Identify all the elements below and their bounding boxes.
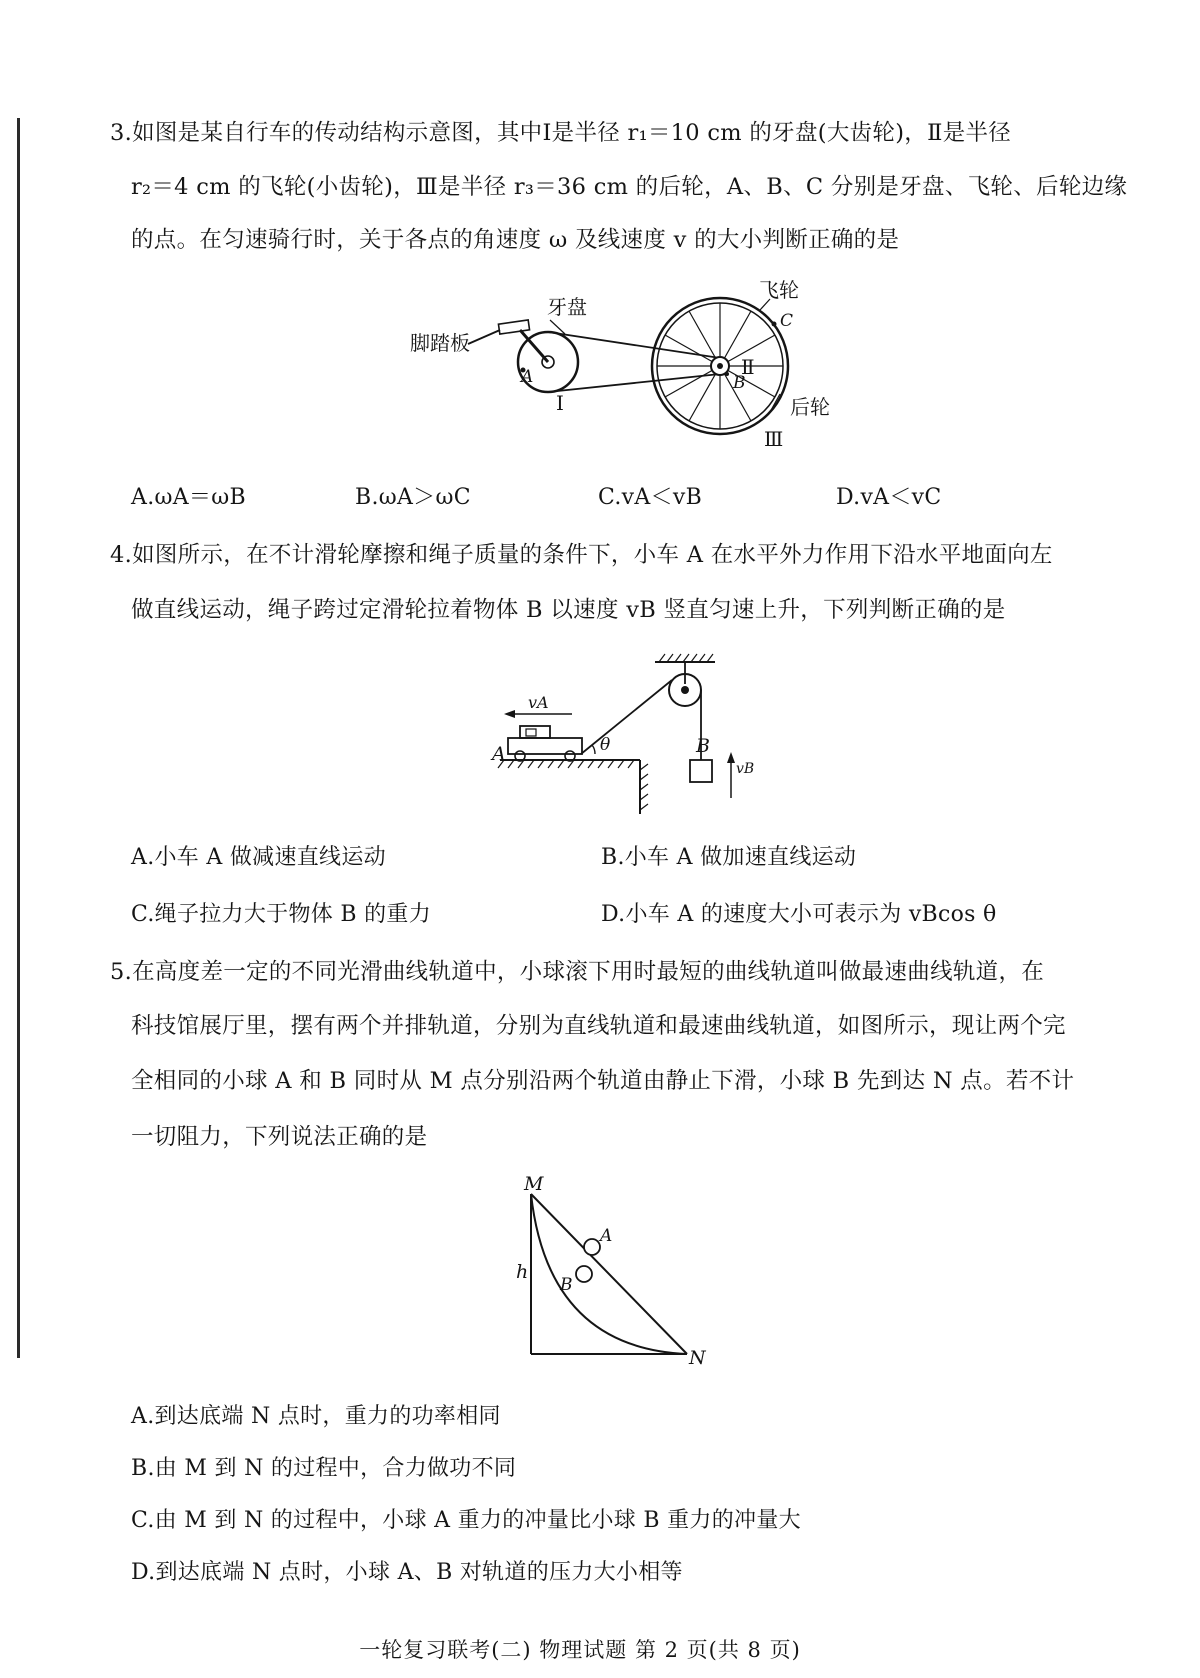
label-roman-II: Ⅱ [741, 355, 755, 379]
q5-stem-line-4: 一切阻力，下列说法正确的是 [131, 1124, 428, 1150]
q3-option-b[interactable]: B.ωA＞ωC [355, 485, 471, 510]
point-C-dot [772, 322, 777, 327]
point-C-label: C [780, 311, 794, 331]
vA-label: vA [528, 693, 549, 712]
point-A-label: A [521, 367, 534, 387]
q5-stem-line-2: 科技馆展厅里，摆有两个并排轨道，分别为直线轨道和最速曲线轨道，如图所示，现让两个完 [131, 1013, 1066, 1039]
ball-B-label: B [560, 1275, 573, 1295]
rope-slanted [581, 680, 672, 754]
q3-option-d[interactable]: D.vA＜vC [836, 485, 942, 510]
flywheel-label: 飞轮 [759, 278, 799, 302]
ceiling-hatch [659, 654, 713, 662]
q5-option-b[interactable]: B.由 M 到 N 的过程中，合力做功不同 [131, 1456, 517, 1481]
car-window [526, 729, 536, 736]
q3-stem-line-2: r₂＝4 cm 的飞轮(小齿轮)，Ⅲ是半径 r₃＝36 cm 的后轮，A、B、C 分别是牙盘、飞轮、后轮边缘 [131, 174, 1128, 200]
angle-arc [592, 745, 595, 754]
angle-theta-label: θ [600, 735, 611, 755]
q3-stem-line-1: 3.如图是某自行车的传动结构示意图，其中Ⅰ是半径 r₁＝10 cm 的牙盘(大齿轮)，Ⅱ是半径 [110, 120, 1012, 146]
q4-option-a[interactable]: A.小车 A 做减速直线运动 [131, 845, 386, 870]
ball-A-label: A [600, 1226, 613, 1246]
pedal-label: 脚踏板 [410, 331, 470, 355]
ball-B [576, 1266, 592, 1282]
q4-pulley-car-figure [0, 648, 1200, 828]
q5-option-c[interactable]: C.由 M 到 N 的过程中，小球 A 重力的冲量比小球 B 重力的冲量大 [131, 1508, 801, 1533]
pulley-axle [681, 686, 689, 694]
q5-stem-line-1: 5.在高度差一定的不同光滑曲线轨道中，小球滚下用时最短的曲线轨道叫做最速曲线轨道，在 [110, 959, 1045, 985]
car-label-A: A [492, 743, 506, 765]
q4-option-c[interactable]: C.绳子拉力大于物体 B 的重力 [131, 902, 431, 927]
block-B [690, 760, 712, 782]
point-M-label: M [524, 1173, 544, 1195]
ball-A [584, 1239, 600, 1255]
flywheel-hub [717, 363, 723, 369]
chainring-label: 牙盘 [547, 295, 587, 319]
q3-bicycle-drive-figure [0, 278, 1200, 472]
point-B-label: B [733, 373, 746, 393]
point-B-dot [725, 372, 729, 376]
q3-stem-line-3: 的点。在匀速骑行时，关于各点的角速度 ω 及线速度 v 的大小判断正确的是 [131, 227, 900, 253]
pedal-shape [498, 320, 529, 334]
q3-option-a[interactable]: A.ωA＝ωB [131, 485, 246, 510]
q3-option-c[interactable]: C.vA＜vB [598, 485, 703, 510]
q4-stem-line-2: 做直线运动，绳子跨过定滑轮拉着物体 B 以速度 vB 竖直匀速上升，下列判断正确的是 [131, 597, 1006, 623]
q4-stem-line-1: 4.如图所示，在不计滑轮摩擦和绳子质量的条件下，小车 A 在水平外力作用下沿水平地面向左 [110, 542, 1053, 568]
q4-option-d[interactable]: D.小车 A 的速度大小可表示为 vBcos θ [601, 902, 997, 927]
vA-arrowhead [504, 710, 515, 718]
q5-track-figure [0, 1173, 1200, 1396]
ground-hatch [498, 760, 648, 810]
pedal-line [468, 330, 500, 344]
q4-option-b[interactable]: B.小车 A 做加速直线运动 [601, 845, 857, 870]
rear-wheel-label: 后轮 [790, 395, 830, 419]
q5-stem-line-3: 全相同的小球 A 和 B 同时从 M 点分别沿两个轨道由静止下滑，小球 B 先到达 N 点。若不计 [131, 1068, 1075, 1094]
height-h-label: h [516, 1261, 529, 1283]
point-N-label: N [689, 1347, 706, 1369]
straight-track [531, 1194, 687, 1354]
label-roman-III: Ⅲ [764, 427, 784, 451]
q5-option-a[interactable]: A.到达底端 N 点时，重力的功率相同 [131, 1404, 501, 1429]
vB-arrowhead [727, 752, 735, 763]
q5-option-d[interactable]: D.到达底端 N 点时，小球 A、B 对轨道的压力大小相等 [131, 1560, 683, 1585]
vB-label: vB [736, 761, 755, 777]
page-footer: 一轮复习联考(二) 物理试题 第 2 页(共 8 页) [359, 1638, 801, 1662]
label-roman-I: Ⅰ [556, 391, 564, 415]
block-label-B: B [696, 735, 710, 757]
